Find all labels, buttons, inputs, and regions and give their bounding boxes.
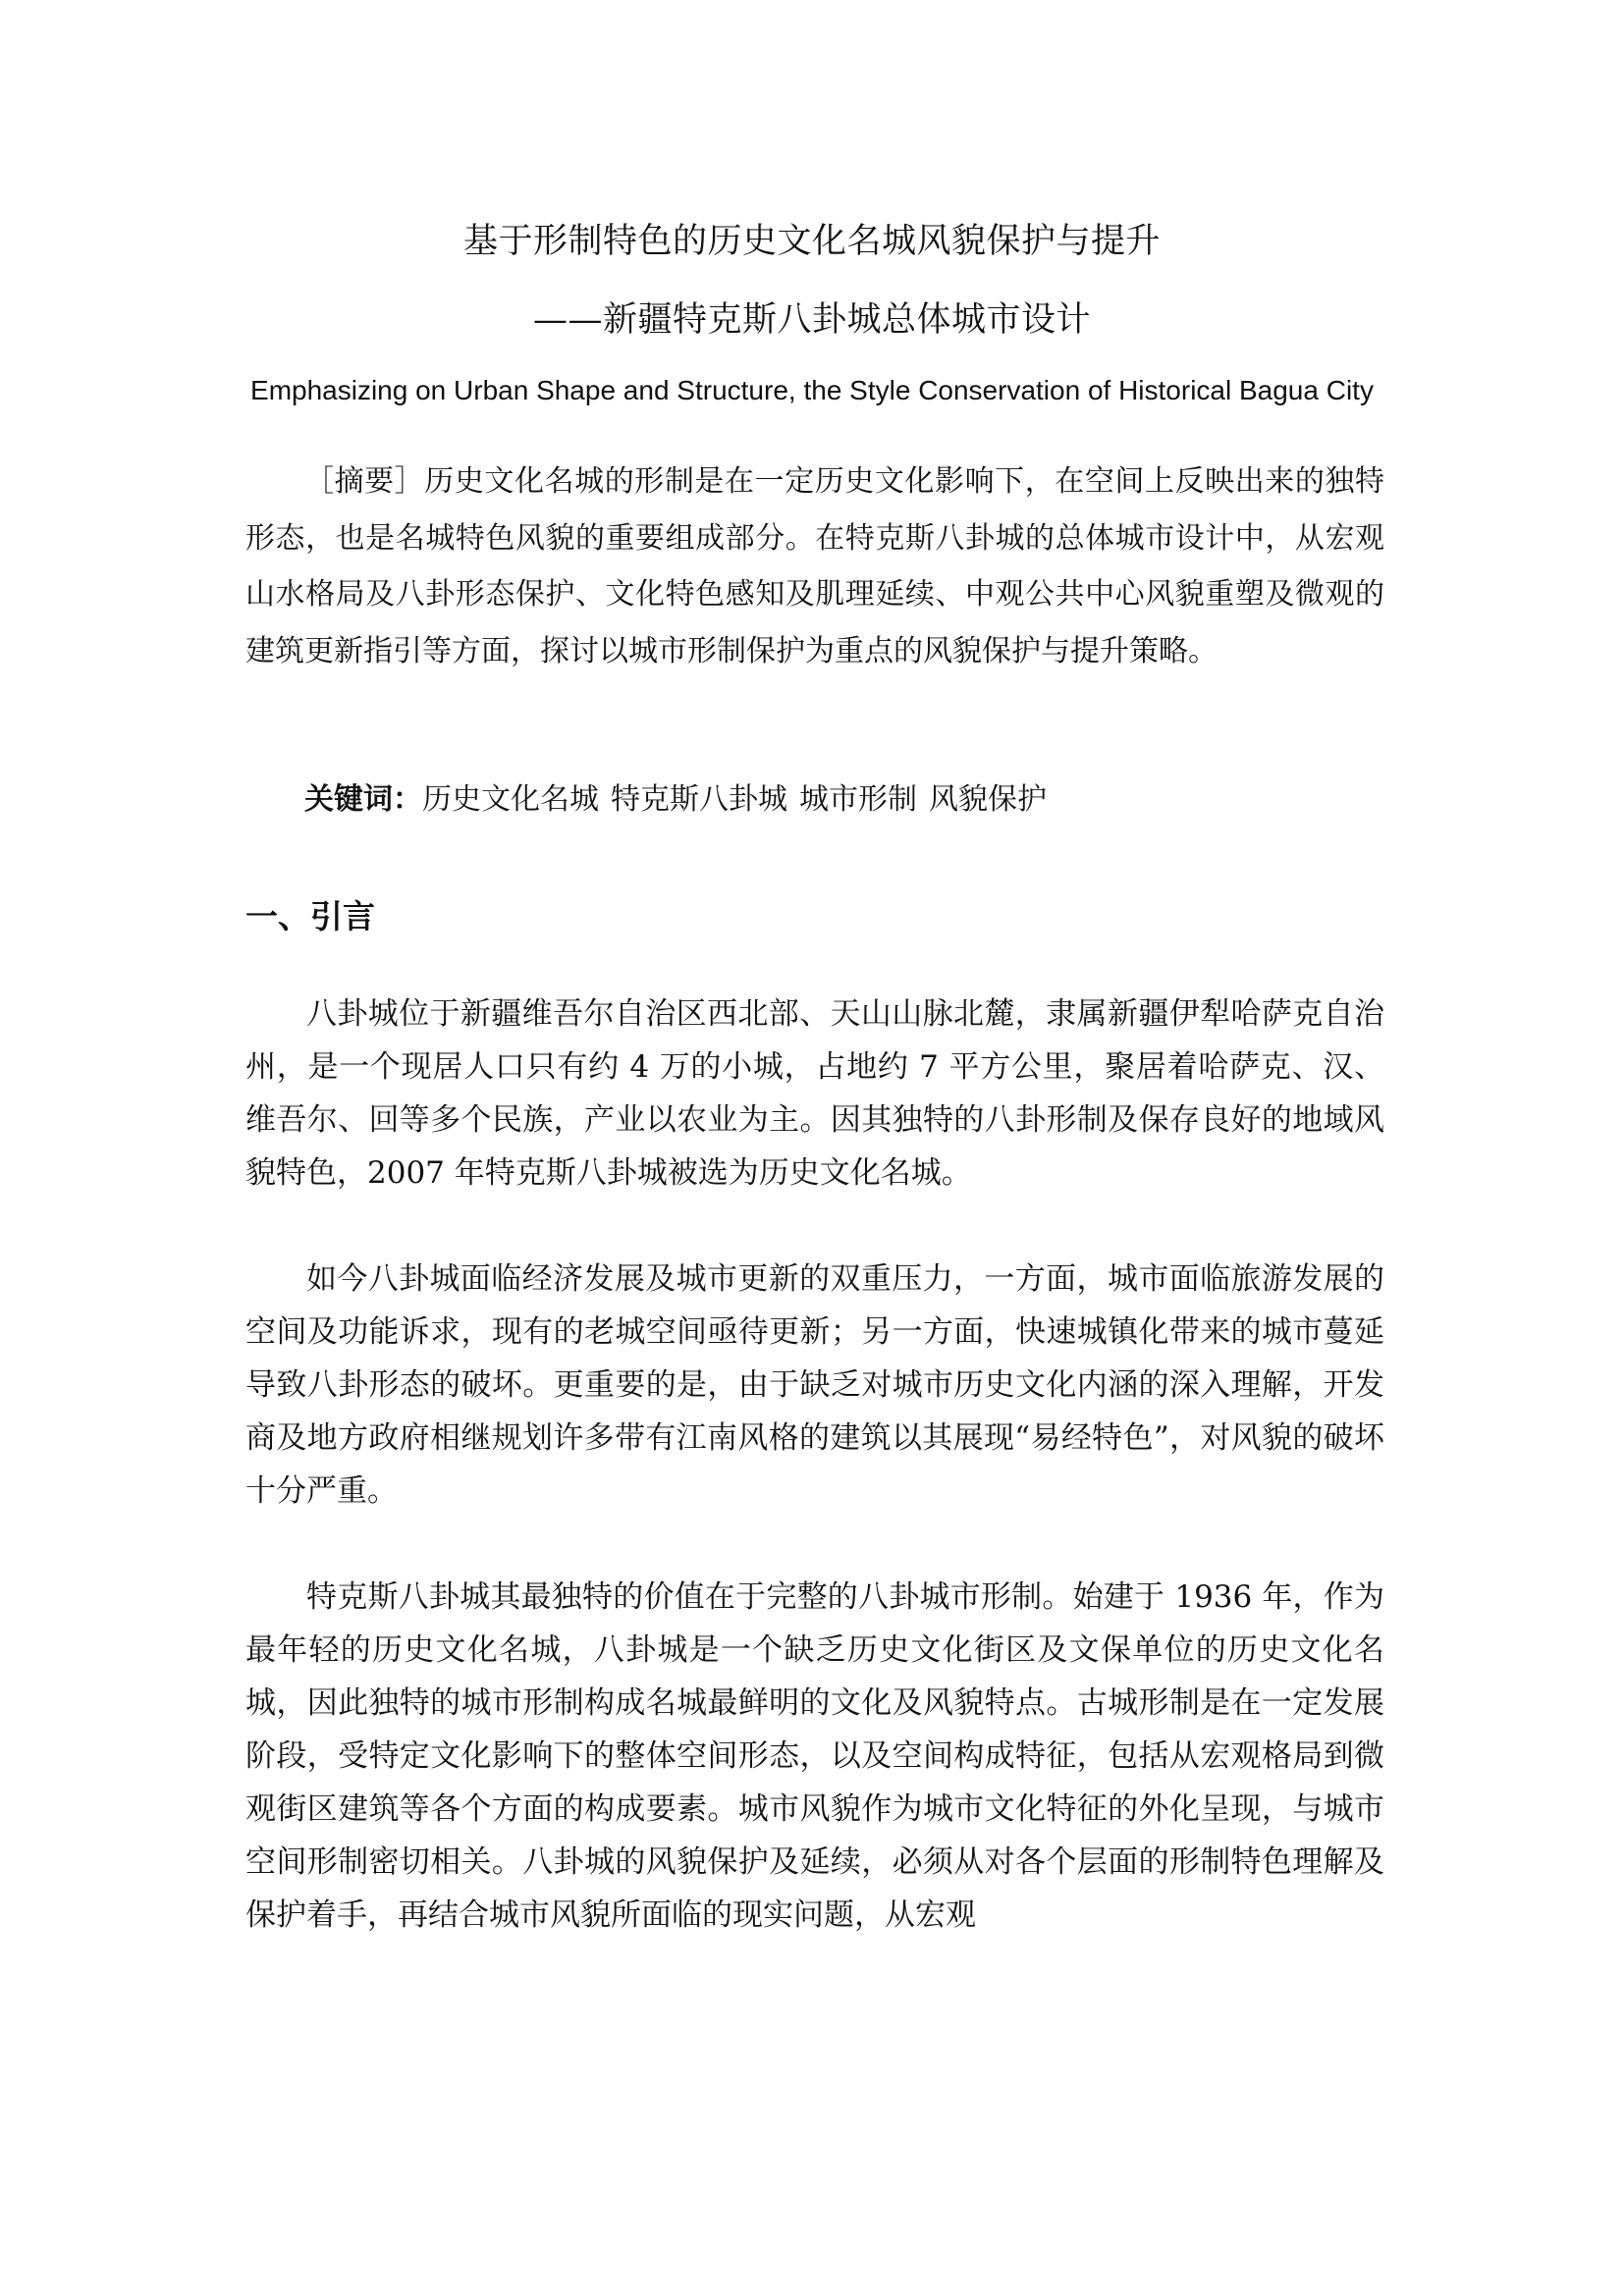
paper-title: 基于形制特色的历史文化名城风貌保护与提升: [462, 222, 1161, 261]
paper-subtitle: ——新疆特克斯八卦城总体城市设计: [532, 300, 1091, 340]
section-heading: 一、引言: [245, 897, 375, 935]
body-paragraph: 如今八卦城面临经济发展及城市更新的双重压力，一方面，城市面临旅游发展的空间及功能诉求，现有的老城空间亟待更新；另一方面，快速城镇化带来的城市蔓延导致八卦形态的破坏。更重要的是，由于缺乏对城市历史文化内涵的深入理解，开发商及地方政府相继规划许多带有江南风格的建筑以其展现“易经特色”，对风貌的破坏十分严重。: [245, 1261, 1384, 1509]
keyword-item: 历史文化名城: [422, 782, 599, 817]
paper-english-title: Emphasizing on Urban Shape and Structure, the Style Conservation of Historical Bagua City: [250, 375, 1374, 405]
body-paragraph: 特克斯八卦城其最独特的价值在于完整的八卦城市形制。始建于 1936 年，作为最年轻的历史文化名城，八卦城是一个缺乏历史文化街区及文保单位的历史文化名城，因此独特的城市形制构成名城最鲜明的文化及风貌特点。古城形制是在一定发展阶段，受特定文化影响下的整体空间形态，以及空间构成特征，包括从宏观格局到微观街区建筑等各个方面的构成要素。城市风貌作为城市文化特征的外化呈现，与城市空间形制密切相关。八卦城的风貌保护及延续，必须从对各个层面的形制特色理解及保护着手，再结合城市风貌所面临的现实问题，从宏观: [245, 1579, 1384, 1933]
keyword-item: 风貌保护: [929, 782, 1047, 817]
keywords-label: 关键词：: [304, 782, 422, 817]
keyword-item: 城市形制: [799, 782, 917, 817]
abstract-paragraph: ［摘要］历史文化名城的形制是在一定历史文化影响下，在空间上反映出来的独特形态，也是名城特色风貌的重要组成部分。在特克斯八卦城的总体城市设计中，从宏观山水格局及八卦形态保护、文化特色感知及肌理延续、中观公共中心风貌重塑及微观的建筑更新指引等方面，探讨以城市形制保护为重点的风貌保护与提升策略。: [245, 464, 1384, 668]
body-paragraph: 八卦城位于新疆维吾尔自治区西北部、天山山脉北麓，隶属新疆伊犁哈萨克自治州，是一个现居人口只有约 4 万的小城，占地约 7 平方公里，聚居着哈萨克、汉、维吾尔、回等多个民族，产业以农业为主。因其独特的八卦形制及保存良好的地域风貌特色，2007 年特克斯八卦城被选为历史文化名城。: [245, 996, 1384, 1191]
keyword-item: 特克斯八卦城: [611, 782, 787, 817]
keywords-line: [245, 775, 1384, 825]
